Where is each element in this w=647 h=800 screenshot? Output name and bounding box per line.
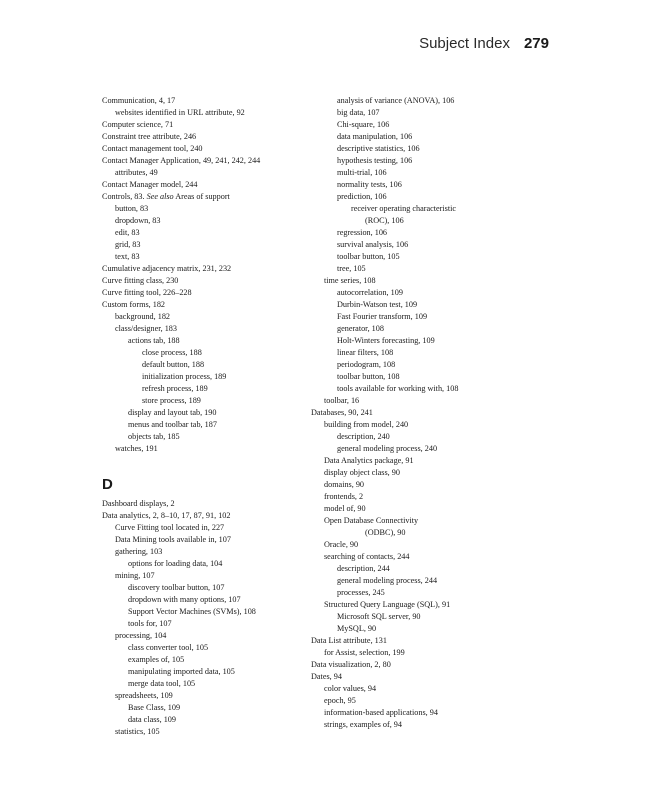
index-entry: toolbar button, 105 [337, 252, 400, 261]
index-entry: Computer science, 71 [102, 120, 174, 129]
index-entry: statistics, 105 [115, 727, 160, 736]
index-entry: Dashboard displays, 2 [102, 499, 175, 508]
index-entry: Contact management tool, 240 [102, 144, 203, 153]
index-entry: websites identified in URL attribute, 92 [115, 108, 245, 117]
index-entry: regression, 106 [337, 228, 388, 237]
index-entry: toolbar, 16 [324, 396, 360, 405]
index-entry: toolbar button, 108 [337, 372, 400, 381]
index-entry: Curve fitting tool, 226–228 [102, 288, 192, 297]
index-entry: refresh process, 189 [142, 384, 208, 393]
index-entry: examples of, 105 [128, 655, 185, 664]
index-entry: Oracle, 90 [324, 540, 359, 549]
index-entry: autocorrelation, 109 [337, 288, 403, 297]
running-head [419, 35, 549, 52]
index-entry: Structured Query Language (SQL), 91 [324, 600, 451, 609]
index-entry: information-based applications, 94 [324, 708, 438, 717]
index-entry: big data, 107 [337, 108, 380, 117]
index-entry: color values, 94 [324, 684, 377, 693]
page-number: 279 [523, 35, 549, 52]
index-entry: store process, 189 [142, 396, 201, 405]
index-entry: spreadsheets, 109 [115, 691, 173, 700]
index-entry: periodogram, 108 [337, 360, 396, 369]
index-entry: manipulating imported data, 105 [128, 667, 235, 676]
index-entry: Support Vector Machines (SVMs), 108 [128, 607, 256, 616]
index-entry: text, 83 [115, 252, 140, 261]
index-entry: close process, 188 [142, 348, 202, 357]
index-entry: dropdown with many options, 107 [128, 595, 241, 604]
index-entry: multi-trial, 106 [337, 168, 387, 177]
index-entry: objects tab, 185 [128, 432, 180, 441]
index-entry: watches, 191 [115, 444, 158, 453]
index-entry: background, 182 [115, 312, 171, 321]
index-entries-c [102, 95, 312, 455]
index-entry: survival analysis, 106 [337, 240, 409, 249]
index-entry: Data Mining tools available in, 107 [115, 535, 231, 544]
index-entry: dropdown, 83 [115, 216, 161, 225]
index-entry: Controls, 83. See also Areas of support [102, 192, 230, 201]
index-entry: default button, 188 [142, 360, 205, 369]
index-entry: Holt-Winters forecasting, 109 [337, 336, 435, 345]
section-letter-d: D [102, 476, 113, 493]
index-entry: Data Analytics package, 91 [324, 456, 414, 465]
index-entry: normality tests, 106 [337, 180, 402, 189]
index-entry: actions tab, 188 [128, 336, 180, 345]
index-entry: Data analytics, 2, 8–10, 17, 87, 91, 102 [102, 511, 231, 520]
index-entry: description, 240 [337, 432, 390, 441]
index-entry: edit, 83 [115, 228, 140, 237]
index-entry: menus and toolbar tab, 187 [128, 420, 217, 429]
index-entry: tools for, 107 [128, 619, 172, 628]
index-column-right [311, 95, 551, 731]
index-entry: Curve Fitting tool located in, 227 [115, 523, 225, 532]
index-entry: grid, 83 [115, 240, 141, 249]
index-entry: Chi-square, 106 [337, 120, 390, 129]
index-entry: processes, 245 [337, 588, 385, 597]
index-entry: receiver operating characteristic [351, 204, 457, 213]
index-entry: data manipulation, 106 [337, 132, 413, 141]
index-entry: Custom forms, 182 [102, 300, 166, 309]
index-entry: (ODBC), 90 [365, 528, 406, 537]
index-entry: Contact Manager model, 244 [102, 180, 198, 189]
index-entry: Open Database Connectivity [324, 516, 419, 525]
index-entries-d-continued [311, 95, 551, 731]
index-entry: (ROC), 106 [365, 216, 404, 225]
index-entry: discovery toolbar button, 107 [128, 583, 225, 592]
index-entry: Data visualization, 2, 80 [311, 660, 391, 669]
index-entry: time series, 108 [324, 276, 376, 285]
index-entries-d [102, 498, 312, 738]
index-entry: prediction, 106 [337, 192, 387, 201]
index-entry: Data List attribute, 131 [311, 636, 387, 645]
index-entry: Fast Fourier transform, 109 [337, 312, 428, 321]
index-entry: display object class, 90 [324, 468, 400, 477]
index-entry: Contact Manager Application, 49, 241, 242, 244 [102, 156, 261, 165]
index-entry: Dates, 94 [311, 672, 342, 681]
index-entry: gathering, 103 [115, 547, 163, 556]
index-entry: MySQL, 90 [337, 624, 377, 633]
index-entry: class converter tool, 105 [128, 643, 209, 652]
index-entry: general modeling process, 240 [337, 444, 438, 453]
index-entry: Cumulative adjacency matrix, 231, 232 [102, 264, 232, 273]
index-entry: building from model, 240 [324, 420, 409, 429]
index-entry: hypothesis testing, 106 [337, 156, 413, 165]
index-entry: merge data tool, 105 [128, 679, 196, 688]
index-entry: Microsoft SQL server, 90 [337, 612, 421, 621]
index-entry: domains, 90 [324, 480, 365, 489]
index-column-left [102, 95, 312, 738]
index-entry: Base Class, 109 [128, 703, 181, 712]
index-entry: model of, 90 [324, 504, 366, 513]
index-entry: generator, 108 [337, 324, 384, 333]
index-entry: display and layout tab, 190 [128, 408, 217, 417]
index-entry: button, 83 [115, 204, 149, 213]
index-entry: tools available for working with, 108 [337, 384, 459, 393]
index-entry: attributes, 49 [115, 168, 158, 177]
index-entry: linear filters, 108 [337, 348, 394, 357]
index-entry: description, 244 [337, 564, 390, 573]
index-entry: strings, examples of, 94 [324, 720, 402, 729]
index-entry: processing, 104 [115, 631, 167, 640]
index-entry: Curve fitting class, 230 [102, 276, 179, 285]
index-entry: Constraint tree attribute, 246 [102, 132, 197, 141]
index-entry: frontends, 2 [324, 492, 364, 501]
index-entry: Communication, 4, 17 [102, 96, 176, 105]
index-entry: options for loading data, 104 [128, 559, 223, 568]
index-entry: descriptive statistics, 106 [337, 144, 420, 153]
index-entry: analysis of variance (ANOVA), 106 [337, 96, 455, 105]
index-entry: general modeling process, 244 [337, 576, 438, 585]
index-entry: mining, 107 [115, 571, 155, 580]
index-entry: for Assist, selection, 199 [324, 648, 405, 657]
running-head-title: Subject Index [419, 35, 510, 52]
index-entry: Durbin-Watson test, 109 [337, 300, 418, 309]
index-entry: searching of contacts, 244 [324, 552, 410, 561]
index-entry: Databases, 90, 241 [311, 408, 373, 417]
index-entry: epoch, 95 [324, 696, 356, 705]
index-entry: initialization process, 189 [142, 372, 227, 381]
index-entry: class/designer, 183 [115, 324, 177, 333]
index-entry: tree, 105 [337, 264, 366, 273]
index-entry: data class, 109 [128, 715, 176, 724]
